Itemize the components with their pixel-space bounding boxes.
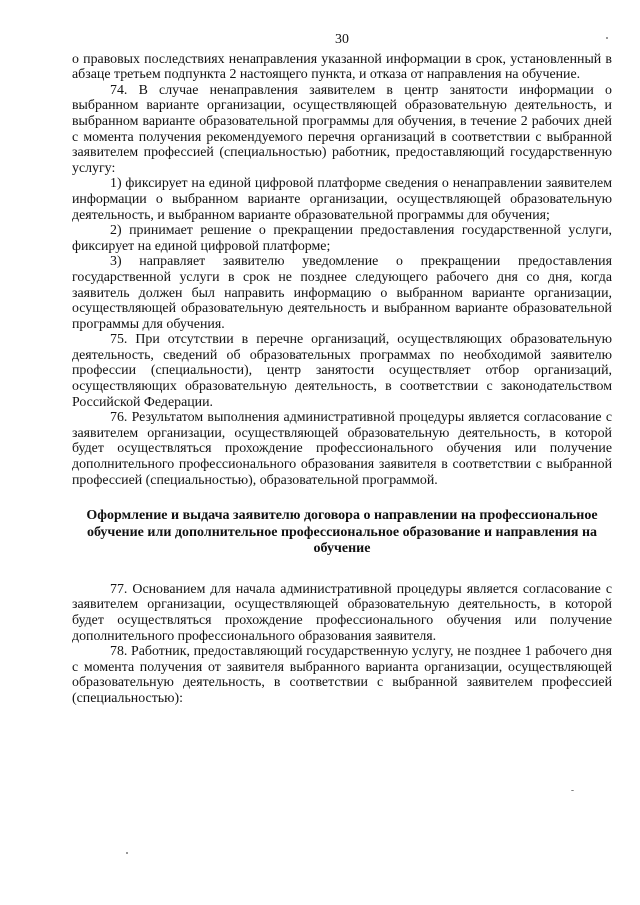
scan-speck (606, 37, 608, 39)
paragraph: о правовых последствиях ненаправления указанной информации в срок, установленный в абзаце третьем подпункта 2 настоящего пункта, и отказа от направления на обучение. (72, 51, 612, 83)
paragraphs-after (72, 582, 612, 707)
document-page (72, 32, 612, 706)
paragraph: 77. Основанием для начала административной процедуры является согласование с заявителем организации, осуществляющей образовательную деятельность, в которой будет осуществляться прохождение профессионального обучения или получение дополнительного профессионального образования заявителя. (72, 581, 612, 644)
scan-speck (571, 790, 574, 791)
page-number: 30 (335, 32, 349, 47)
paragraph: 3) направляет заявителю уведомление о прекращении предоставления государственной услуги в срок не позднее следующего рабочего дня со дня, когда заявитель должен был направить информацию о выбранном варианте организации, осуществляющей образовательную деятельность и выбранном варианте образовательной программы для обучения. (72, 254, 612, 332)
paragraph: 2) принимает решение о прекращении предоставления государственной услуги, фиксирует на единой цифровой платформе; (72, 223, 612, 254)
paragraph: 74. В случае ненаправления заявителем в центр занятости информации о выбранном варианте организации, осуществляющей образовательную деятельность, и выбранном варианте образовательной программы для обучения, в течение 2 рабочих дней с момента получения рекомендуемого перечня организаций в соответствии с выбранной заявителем профессией (специальностью) работник, предоставляющий государственную услугу: (72, 82, 612, 176)
paragraph: 78. Работник, предоставляющий государственную услугу, не позднее 1 рабочего дня с момента получения от заявителя выбранного варианта организации, осуществляющей образовательную деятельность, в соответствии с выбранной заявителем профессией (специальностью): (72, 644, 612, 706)
section-heading: Оформление и выдача заявителю договора о направлении на профессиональное обучение или дополнительное профессиональное образование и направления на обучение (86, 508, 598, 557)
paragraphs-before (72, 52, 612, 489)
scan-speck (126, 852, 128, 854)
paragraph: 1) фиксирует на единой цифровой платформе сведения о ненаправлении заявителем информации о выбранном варианте организации, осуществляющей образовательную деятельность, и выбранном варианте образовательной программы для обучения; (72, 176, 612, 223)
paragraph: 76. Результатом выполнения административной процедуры является согласование с заявителем организации, осуществляющей образовательную деятельность, в которой будет осуществляться прохождение профессионального обучения или получение дополнительного профессионального образования заявителя в соответствии с выбранной профессией (специальностью), образовательной программой. (72, 410, 612, 488)
paragraph: 75. При отсутствии в перечне организаций, осуществляющих образовательную деятельность, сведений об образовательных программах по необходимой заявителю профессии (специальности), центр занятости осуществляет отбор организаций, осуществляющих образовательную деятельность, в соответствии с законодательством Российской Федерации. (72, 332, 612, 410)
